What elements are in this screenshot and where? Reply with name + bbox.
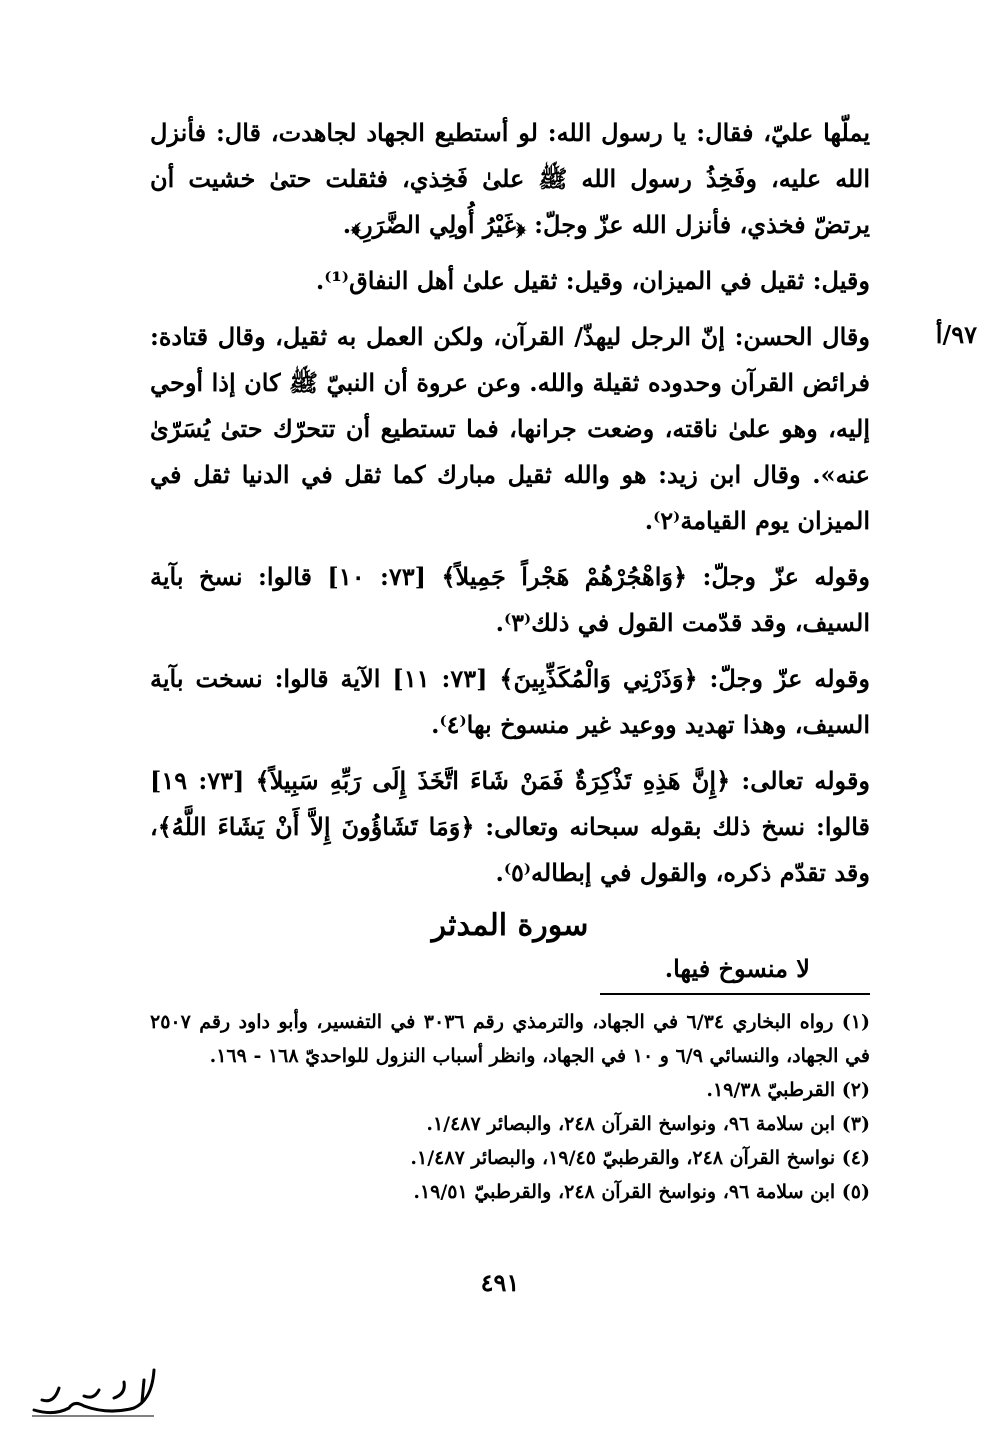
surah-note: لا منسوخ فيها. [664,954,810,983]
footnote: (١) رواه البخاري ٦/٣٤ في الجهاد، والترمذي رقم ٣٠٣٦ في التفسير، وأبو داود رقم ٢٥٠٧ في الجهاد، والنسائي ٦/٩ و ١٠ في الجهاد، وانظر أسباب النزول للواحديّ ١٦٨ - ١٦٩. [150,1011,870,1067]
footnote-separator [600,993,870,995]
paragraph: وقوله عزّ وجلّ: ﴿وَذَرْنِي وَالْمُكَذِّبِينَ﴾ [٧٣: ١١] الآية قالوا: نسخت بآية السيف، وهذا تهديد ووعيد غير منسوخ بها⁽٤⁾. [150,664,870,739]
footnotes [150,1005,870,1209]
paragraph: يملّها عليّ، فقال: يا رسول الله: لو أستطيع الجهاد لجاهدت، قال: فأنزل الله عليه، وفَخِذُ رسول الله ﷺ علىٰ فَخِذي، فثقلت حتىٰ خشيت أن يرتضّ فخذي، فأنزل الله عزّ وجلّ: ﴿غَيْرُ أُولِي الضَّرَرِ﴾. [150,118,870,239]
margin-folio-reference: ٩٧/أ [935,320,977,349]
paragraph: وقوله تعالى: ﴿إِنَّ هَذِهِ تَذْكِرَةٌ فَمَنْ شَاءَ اتَّخَذَ إِلَى رَبِّهِ سَبِيلاً﴾ [٧٣: ١٩] قالوا: نسخ ذلك بقوله سبحانه وتعالى: ﴿وَمَا تَشَاؤُونَ إِلاَّ أَنْ يَشَاءَ اللَّهُ﴾، وقد تقدّم ذكره، والقول في إبطاله⁽٥⁾. [150,766,870,887]
footnote: (٥) ابن سلامة ٩٦، ونواسخ القرآن ٢٤٨، والقرطبيّ ١٩/٥١. [413,1181,870,1203]
footnote: (٢) القرطبيّ ١٩/٣٨. [706,1079,870,1101]
page-number: ٤٩١ [480,1268,520,1297]
footnote: (٤) نواسخ القرآن ٢٤٨، والقرطبيّ ١٩/٤٥، والبصائر ١/٤٨٧. [410,1147,870,1169]
surah-heading: سورة المدثر [431,908,589,943]
paragraph: وقيل: ثقيل في الميزان، وقيل: ثقيل علىٰ أهل النفاق⁽¹⁾. [315,266,870,295]
paragraph: وقوله عزّ وجلّ: ﴿وَاهْجُرْهُمْ هَجْراً جَمِيلاً﴾ [٧٣: ١٠] قالوا: نسخ بآية السيف، وقد قدّمت القول في ذلك⁽٣⁾. [150,562,870,637]
paragraph: وقال الحسن: إنّ الرجل ليهذّ/ القرآن، ولكن العمل به ثقيل، وقال قتادة: فرائض القرآن وحدوده ثقيلة والله. وعن عروة أن النبيّ ﷺ كان إذا أوحي إليه، وهو علىٰ ناقته، وضعت جرانها، فما تستطيع أن تتحرّك حتىٰ يُسَرّىٰ عنه». وقال ابن زيد: هو والله ثقيل مبارك كما ثقل في الدنيا ثقل في الميزان يوم القيامة⁽٢⁾. [150,322,871,535]
library-stamp-logo [14,1360,164,1420]
page-body [150,110,870,1209]
footnote: (٣) ابن سلامة ٩٦، ونواسخ القرآن ٢٤٨، والبصائر ١/٤٨٧. [426,1113,870,1135]
